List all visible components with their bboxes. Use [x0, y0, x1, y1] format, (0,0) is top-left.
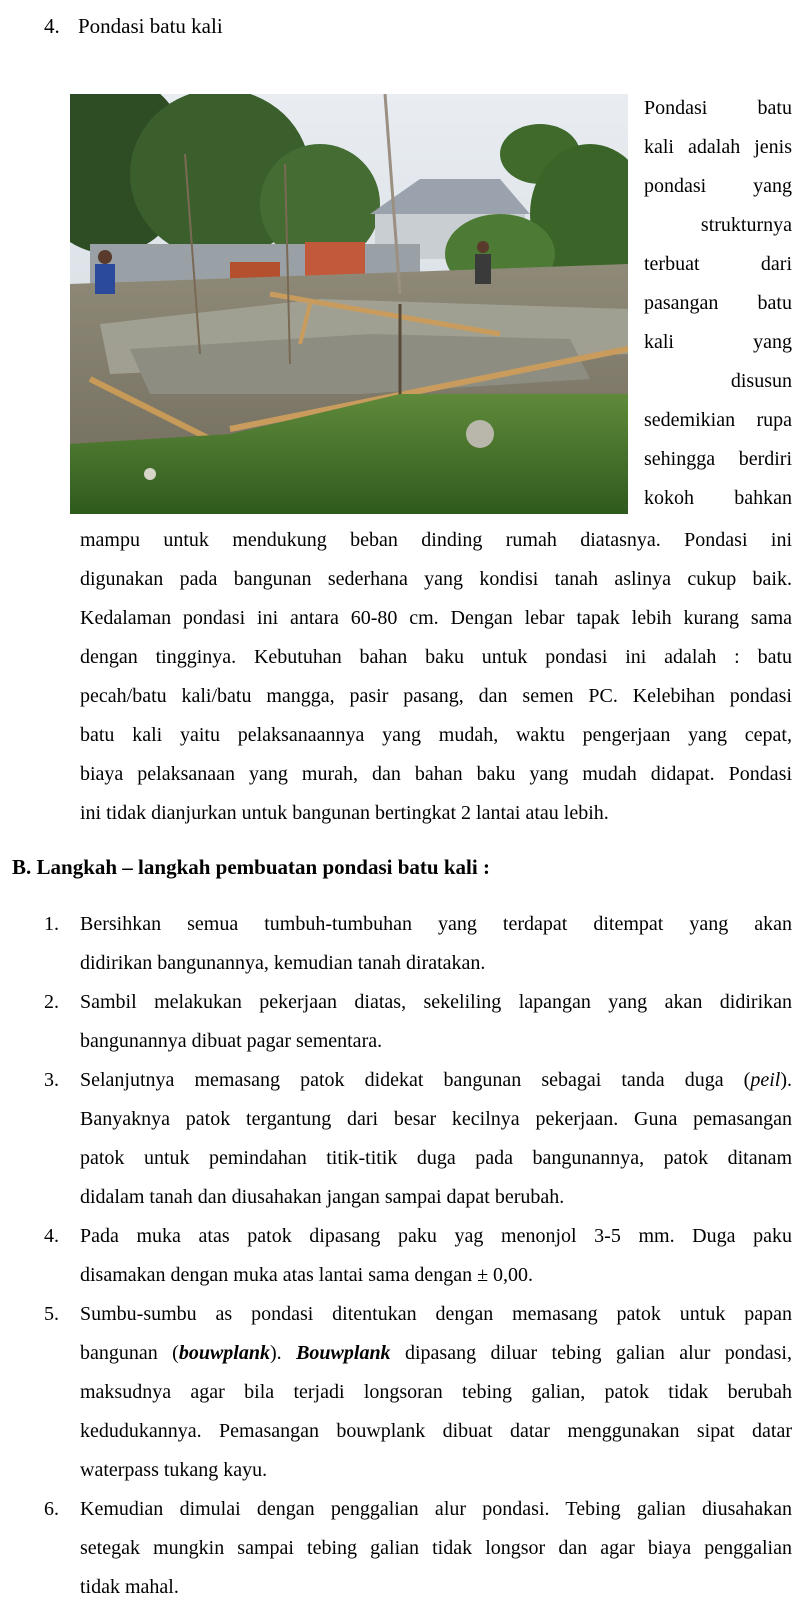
paragraph-line: mampu untuk mendukung beban dinding rumah diatasnya. Pondasi ini: [80, 529, 792, 551]
wrap-line: kokoh bahkan: [644, 487, 792, 509]
list-item: [44, 983, 792, 1061]
step-line: bangunan (bouwplank). Bouwplank dipasang diluar tebing galian alur pondasi,: [80, 1342, 792, 1364]
step-line: didalam tanah dan diusahakan jangan sampai dapat berubah.: [80, 1186, 565, 1208]
paragraph-line: pecah/batu kali/batu mangga, pasir pasang, dan semen PC. Kelebihan pondasi: [80, 685, 792, 707]
paragraph-line: biaya pelaksanaan yang murah, dan bahan baku yang mudah didapat. Pondasi: [80, 763, 792, 785]
wrap-line: sedemikian rupa: [644, 409, 792, 431]
step-line: Kemudian dimulai dengan penggalian alur pondasi. Tebing galian diusahakan: [80, 1498, 792, 1520]
step-number: 5.: [44, 1303, 59, 1325]
wrap-line: kali yang: [644, 331, 792, 353]
section-b-heading: B. Langkah – langkah pembuatan pondasi batu kali :: [12, 855, 490, 879]
step-line: patok untuk pemindahan titik-titik duga pada bangunannya, patok ditanam: [80, 1147, 792, 1169]
step-line: kedudukannya. Pemasangan bouwplank dibuat datar menggunakan sipat datar: [80, 1420, 792, 1442]
step-line: setegak mungkin sampai tebing galian tidak longsor dan agar biaya penggalian: [80, 1537, 792, 1559]
step-line: Pada muka atas patok dipasang paku yag menonjol 3-5 mm. Duga paku: [80, 1225, 792, 1247]
wrap-line: pasangan batu: [644, 292, 792, 314]
step-number: 2.: [44, 991, 59, 1013]
step-number: 4.: [44, 1225, 59, 1247]
paragraph-line: dengan tingginya. Kebutuhan bahan baku untuk pondasi ini adalah : batu: [80, 646, 792, 668]
item-title: Pondasi batu kali: [78, 14, 223, 38]
foundation-construction-photo: [70, 94, 628, 514]
wrap-line: kali adalah jenis: [644, 136, 792, 158]
wrap-line: strukturnya: [700, 214, 792, 236]
list-item: [44, 1295, 792, 1490]
list-item: [44, 1217, 792, 1295]
item-4-heading: [44, 12, 223, 40]
photo-illustration: [70, 94, 628, 514]
step-line: Selanjutnya memasang patok didekat bangunan sebagai tanda duga (peil).: [80, 1069, 792, 1091]
step-line: Sambil melakukan pekerjaan diatas, sekeliling lapangan yang akan didirikan: [80, 991, 792, 1013]
step-line: Banyaknya patok tergantung dari besar kecilnya pekerjaan. Guna pemasangan: [80, 1108, 792, 1130]
wrap-line: Pondasi batu: [644, 97, 792, 119]
step-line: Sumbu-sumbu as pondasi ditentukan dengan memasang patok untuk papan: [80, 1303, 792, 1325]
step-number: 1.: [44, 913, 59, 935]
paragraph-line: batu kali yaitu pelaksanaannya yang mudah, waktu pengerjaan yang cepat,: [80, 724, 792, 746]
wrap-line: sehingga berdiri: [644, 448, 792, 470]
paragraph-line: Kedalaman pondasi ini antara 60-80 cm. Dengan lebar tapak lebih kurang sama: [80, 607, 792, 629]
wrap-line: disusun: [730, 370, 792, 392]
description-paragraph: [80, 521, 792, 833]
step-line: tidak mahal.: [80, 1576, 179, 1598]
item-number: 4.: [44, 14, 60, 38]
step-line: disamakan dengan muka atas lantai sama dengan ± 0,00.: [80, 1264, 534, 1286]
step-number: 3.: [44, 1069, 59, 1091]
paragraph-line: digunakan pada bangunan sederhana yang kondisi tanah aslinya cukup baik.: [80, 568, 792, 590]
wrap-line: pondasi yang: [644, 175, 792, 197]
wrapped-text-column: [644, 89, 792, 518]
list-item: [44, 905, 792, 983]
step-line: maksudnya agar bila terjadi longsoran tebing galian, patok tidak berubah: [80, 1381, 792, 1403]
list-item: [44, 1061, 792, 1217]
paragraph-line: ini tidak dianjurkan untuk bangunan bertingkat 2 lantai atau lebih.: [80, 802, 609, 824]
step-number: 6.: [44, 1498, 59, 1520]
steps-list: [44, 905, 792, 1607]
step-line: waterpass tukang kayu.: [80, 1459, 268, 1481]
wrap-line: terbuat dari: [644, 253, 792, 275]
list-item: [44, 1490, 792, 1607]
step-line: bangunannya dibuat pagar sementara.: [80, 1030, 383, 1052]
step-line: didirikan bangunannya, kemudian tanah diratakan.: [80, 952, 486, 974]
step-line: Bersihkan semua tumbuh-tumbuhan yang terdapat ditempat yang akan: [80, 913, 792, 935]
